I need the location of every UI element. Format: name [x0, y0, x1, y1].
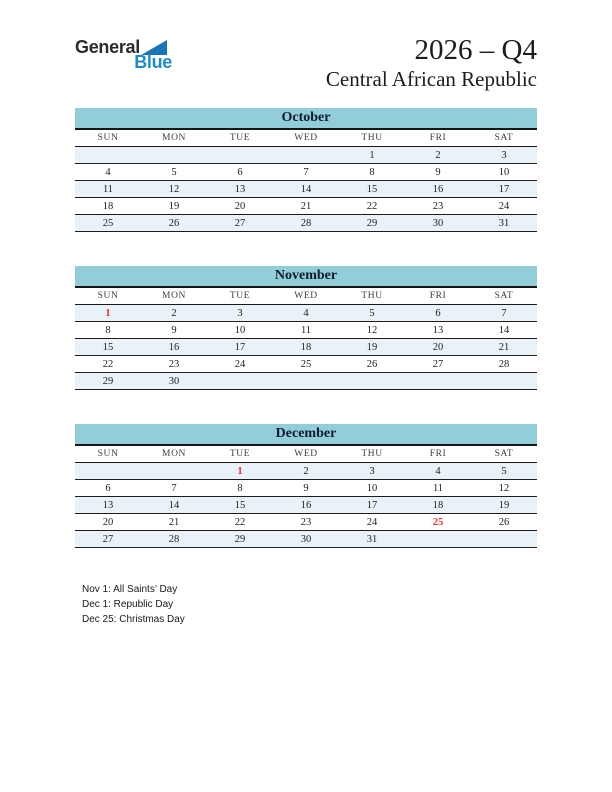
week-row: [75, 339, 537, 356]
page-subtitle: Central African Republic: [325, 67, 537, 91]
day-cell: 27: [432, 358, 444, 370]
day-cell: 30: [300, 533, 312, 545]
day-cell: 30: [168, 375, 180, 387]
day-cell: 17: [234, 341, 246, 353]
weekday-label: WED: [294, 449, 318, 459]
weekday-label: SAT: [494, 291, 514, 301]
day-cell: 11: [102, 183, 114, 195]
month-november: [75, 266, 537, 390]
day-cell: 6: [435, 307, 441, 319]
day-cell: 13: [102, 499, 114, 511]
week-row: [75, 514, 537, 531]
weekday-header-row: [75, 446, 537, 463]
weekday-label: THU: [361, 449, 383, 459]
day-cell: 14: [300, 183, 312, 195]
day-cell: 8: [105, 324, 111, 336]
day-cell: 20: [432, 341, 444, 353]
day-cell: 29: [102, 375, 114, 387]
day-cell: 29: [366, 217, 378, 229]
day-cell: 27: [234, 217, 246, 229]
day-cell: 9: [435, 166, 441, 178]
day-cell: 17: [498, 183, 510, 195]
day-cell: 9: [303, 482, 309, 494]
week-row: [75, 531, 537, 548]
day-cell: 1: [369, 149, 375, 161]
day-cell: 29: [234, 533, 246, 545]
day-cell: 6: [237, 166, 243, 178]
day-cell: 15: [366, 183, 378, 195]
week-row: [75, 497, 537, 514]
day-cell: 12: [366, 324, 378, 336]
legend-line: Dec 25: Christmas Day: [82, 614, 185, 625]
day-cell: 28: [168, 533, 180, 545]
day-cell: 30: [432, 217, 444, 229]
weekday-label: SAT: [494, 449, 514, 459]
day-cell: 2: [303, 465, 309, 477]
day-cell: 28: [498, 358, 510, 370]
weekday-label: TUE: [229, 449, 251, 459]
general-blue-logo: [75, 38, 175, 71]
weekday-label: MON: [162, 133, 186, 143]
day-cell: 31: [366, 533, 378, 545]
logo-text-general: General: [75, 37, 140, 57]
month-title: December: [75, 424, 537, 446]
weekday-label: WED: [294, 291, 318, 301]
logo-text-blue: Blue: [134, 52, 172, 72]
weekday-label: MON: [162, 449, 186, 459]
day-cell: 21: [168, 516, 180, 528]
day-cell: 5: [171, 166, 177, 178]
weekday-label: SUN: [97, 133, 119, 143]
day-cell: 3: [237, 307, 243, 319]
day-cell: 7: [501, 307, 507, 319]
week-row: [75, 480, 537, 497]
day-cell: 23: [168, 358, 180, 370]
week-row: [75, 215, 537, 232]
month-october: [75, 108, 537, 232]
day-cell: 2: [171, 307, 177, 319]
day-cell: 4: [105, 166, 111, 178]
week-row: [75, 322, 537, 339]
day-cell: 13: [432, 324, 444, 336]
day-cell: 8: [369, 166, 375, 178]
day-cell: 24: [366, 516, 378, 528]
day-cell: 10: [234, 324, 246, 336]
holiday-day-cell: 1: [237, 465, 243, 477]
weekday-label: SUN: [97, 449, 119, 459]
day-cell: 24: [234, 358, 246, 370]
day-cell: 14: [498, 324, 510, 336]
weekday-label: TUE: [229, 133, 251, 143]
day-cell: 22: [102, 358, 114, 370]
day-cell: 22: [366, 200, 378, 212]
weekday-label: SAT: [494, 133, 514, 143]
weekday-label: SUN: [97, 291, 119, 301]
weekday-label: TUE: [229, 291, 251, 301]
day-cell: 10: [366, 482, 378, 494]
day-cell: 19: [168, 200, 180, 212]
day-cell: 9: [171, 324, 177, 336]
day-cell: 2: [435, 149, 441, 161]
weekday-label: FRI: [429, 133, 447, 143]
weekday-label: MON: [162, 291, 186, 301]
weekday-label: FRI: [429, 291, 447, 301]
weekday-label: THU: [361, 133, 383, 143]
day-cell: 12: [168, 183, 180, 195]
day-cell: 5: [369, 307, 375, 319]
week-row: [75, 305, 537, 322]
page-title: 2026 – Q4: [414, 34, 537, 66]
day-cell: 25: [300, 358, 312, 370]
day-cell: 4: [435, 465, 441, 477]
day-cell: 8: [237, 482, 243, 494]
day-cell: 12: [498, 482, 510, 494]
month-december: [75, 424, 537, 548]
day-cell: 18: [300, 341, 312, 353]
day-cell: 3: [501, 149, 507, 161]
legend-line: Nov 1: All Saints’ Day: [82, 584, 178, 595]
day-cell: 3: [369, 465, 375, 477]
week-row: [75, 356, 537, 373]
week-row: [75, 198, 537, 215]
day-cell: 15: [234, 499, 246, 511]
day-cell: 24: [498, 200, 510, 212]
holiday-day-cell: 25: [432, 516, 444, 528]
day-cell: 21: [498, 341, 510, 353]
header-titles: [326, 34, 537, 92]
day-cell: 22: [234, 516, 246, 528]
day-cell: 21: [300, 200, 312, 212]
week-row: [75, 147, 537, 164]
day-cell: 27: [102, 533, 114, 545]
weekday-header-row: [75, 288, 537, 305]
day-cell: 18: [102, 200, 114, 212]
day-cell: 4: [303, 307, 309, 319]
month-title: October: [75, 108, 537, 130]
day-cell: 6: [105, 482, 111, 494]
day-cell: 16: [432, 183, 444, 195]
day-cell: 17: [366, 499, 378, 511]
week-row: [75, 164, 537, 181]
day-cell: 26: [168, 217, 180, 229]
day-cell: 26: [498, 516, 510, 528]
weekday-label: THU: [361, 291, 383, 301]
week-row: [75, 373, 537, 390]
week-row: [75, 463, 537, 480]
month-title: November: [75, 266, 537, 288]
day-cell: 23: [300, 516, 312, 528]
day-cell: 13: [234, 183, 246, 195]
calendar-column: [75, 108, 537, 627]
day-cell: 16: [168, 341, 180, 353]
day-cell: 18: [432, 499, 444, 511]
day-cell: 11: [432, 482, 444, 494]
day-cell: 15: [102, 341, 114, 353]
day-cell: 7: [303, 166, 309, 178]
holiday-legend: [82, 582, 537, 627]
day-cell: 20: [102, 516, 114, 528]
day-cell: 23: [432, 200, 444, 212]
day-cell: 19: [366, 341, 378, 353]
day-cell: 26: [366, 358, 378, 370]
day-cell: 7: [171, 482, 177, 494]
weekday-label: WED: [294, 133, 318, 143]
day-cell: 25: [102, 217, 114, 229]
legend-line: Dec 1: Republic Day: [82, 599, 174, 610]
day-cell: 5: [501, 465, 507, 477]
day-cell: 10: [498, 166, 510, 178]
weekday-label: FRI: [429, 449, 447, 459]
day-cell: 20: [234, 200, 246, 212]
day-cell: 28: [300, 217, 312, 229]
weekday-header-row: [75, 130, 537, 147]
day-cell: 14: [168, 499, 180, 511]
months-container: [75, 108, 537, 548]
day-cell: 19: [498, 499, 510, 511]
day-cell: 31: [498, 217, 510, 229]
day-cell: 16: [300, 499, 312, 511]
week-row: [75, 181, 537, 198]
holiday-day-cell: 1: [105, 307, 111, 319]
day-cell: 11: [300, 324, 312, 336]
